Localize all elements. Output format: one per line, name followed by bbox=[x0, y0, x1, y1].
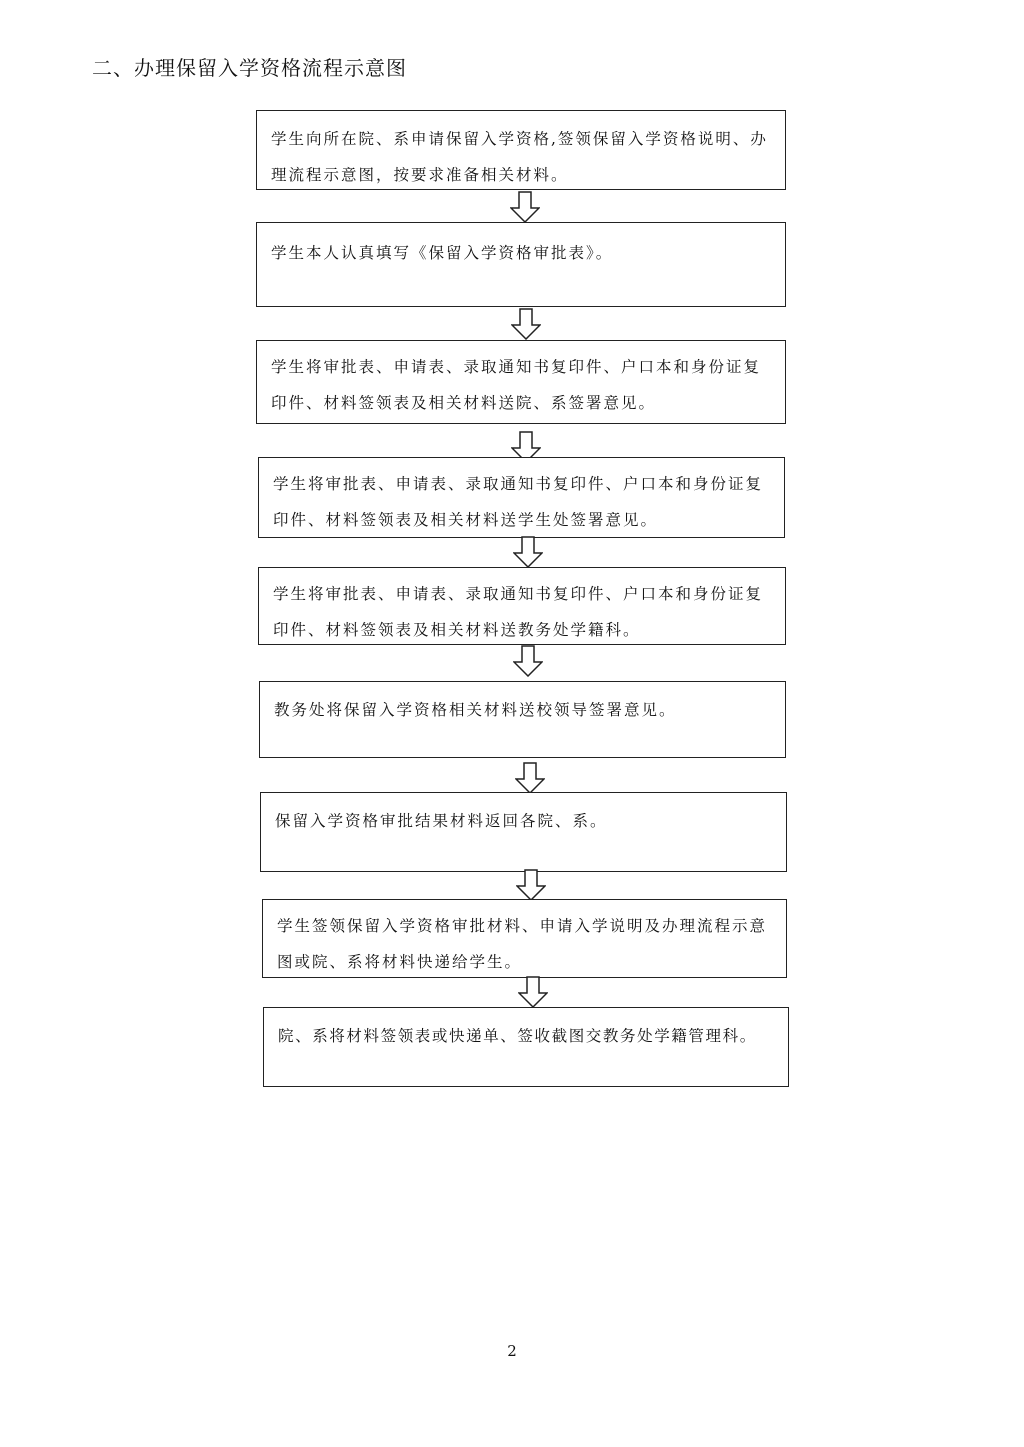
flow-step-8: 学生签领保留入学资格审批材料、申请入学说明及办理流程示意图或院、系将材料快递给学生。 bbox=[262, 899, 787, 978]
section-title: 二、办理保留入学资格流程示意图 bbox=[92, 56, 407, 80]
down-arrow-icon bbox=[513, 645, 543, 677]
down-arrow-icon bbox=[513, 536, 543, 568]
down-arrow-icon bbox=[515, 762, 545, 794]
flow-step-2: 学生本人认真填写《保留入学资格审批表》。 bbox=[256, 222, 786, 307]
flow-step-9: 院、系将材料签领表或快递单、签收截图交教务处学籍管理科。 bbox=[263, 1007, 789, 1087]
down-arrow-icon bbox=[518, 976, 548, 1008]
flow-step-5: 学生将审批表、申请表、录取通知书复印件、户口本和身份证复印件、材料签领表及相关材料送教务处学籍科。 bbox=[258, 567, 786, 645]
flow-step-1: 学生向所在院、系申请保留入学资格,签领保留入学资格说明、办理流程示意图，按要求准备相关材料。 bbox=[256, 110, 786, 190]
flow-step-4: 学生将审批表、申请表、录取通知书复印件、户口本和身份证复印件、材料签领表及相关材料送学生处签署意见。 bbox=[258, 457, 785, 538]
flow-step-3: 学生将审批表、申请表、录取通知书复印件、户口本和身份证复印件、材料签领表及相关材料送院、系签署意见。 bbox=[256, 340, 786, 424]
page-number: 2 bbox=[507, 1342, 517, 1360]
down-arrow-icon bbox=[510, 191, 540, 223]
flow-step-7: 保留入学资格审批结果材料返回各院、系。 bbox=[260, 792, 787, 872]
flow-step-6: 教务处将保留入学资格相关材料送校领导签署意见。 bbox=[259, 681, 786, 758]
down-arrow-icon bbox=[511, 308, 541, 340]
down-arrow-icon bbox=[516, 869, 546, 901]
